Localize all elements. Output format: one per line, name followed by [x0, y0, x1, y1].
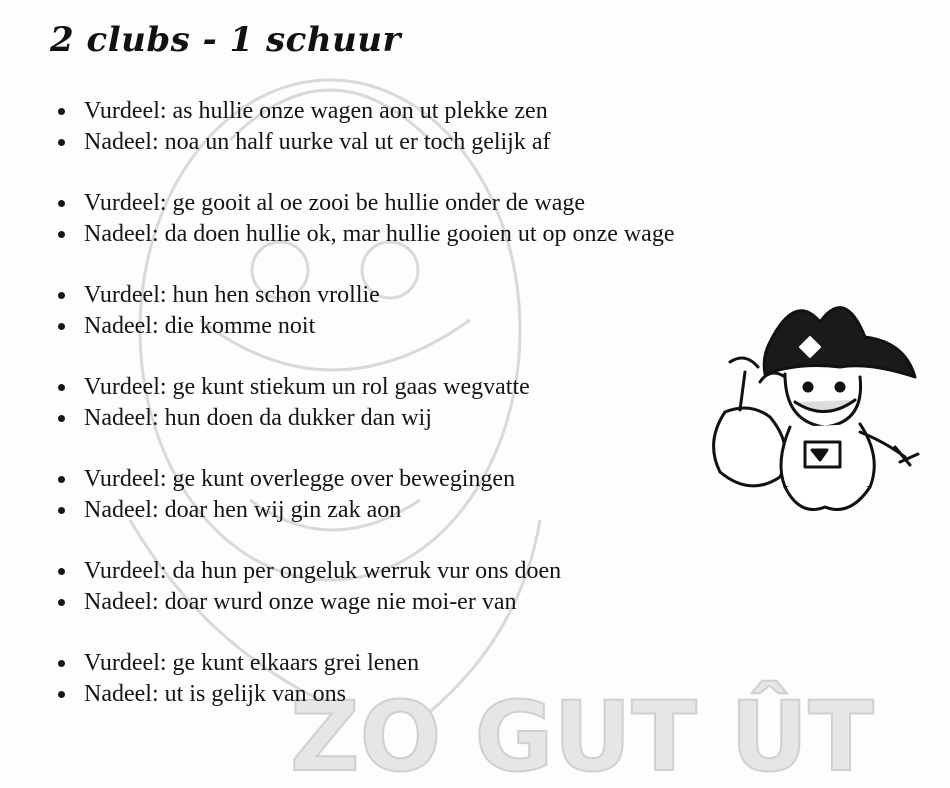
list-group [58, 556, 918, 618]
pro-text: Vurdeel: as hullie onze wagen aon ut plekke zen [84, 98, 548, 124]
list-group [58, 648, 918, 710]
bullet-icon [58, 599, 65, 606]
list-item [58, 127, 918, 158]
con-text: Nadeel: doar wurd onze wage nie moi-er van [84, 589, 517, 615]
bullet-icon [58, 292, 65, 299]
pro-text: Vurdeel: ge gooit al oe zooi be hullie onder de wage [84, 190, 586, 216]
bullet-icon [58, 568, 65, 575]
bullet-icon [58, 384, 65, 391]
list-item [58, 648, 918, 679]
bullet-icon [58, 691, 65, 698]
list-group [58, 188, 918, 250]
list-item [58, 679, 918, 710]
bullet-icon [58, 108, 65, 115]
pro-text: Vurdeel: ge kunt overlegge over bewegingen [84, 466, 516, 492]
pro-text: Vurdeel: da hun per ongeluk werruk vur ons doen [84, 558, 562, 584]
con-text: Nadeel: ut is gelijk van ons [84, 681, 346, 707]
list-item [58, 188, 918, 219]
bullet-icon [58, 231, 65, 238]
list-item [58, 219, 918, 250]
list-item [58, 556, 918, 587]
watermark-text: ZO GUT ÛT [290, 681, 874, 788]
pirate-illustration [700, 282, 930, 522]
list-item [58, 96, 918, 127]
bullet-icon [58, 415, 65, 422]
bullet-icon [58, 660, 65, 667]
pro-text: Vurdeel: hun hen schon vrollie [84, 282, 380, 308]
con-text: Nadeel: hun doen da dukker dan wij [84, 405, 432, 431]
list-item [58, 587, 918, 618]
page-title: 2 clubs - 1 schuur [50, 20, 401, 60]
con-text: Nadeel: die komme noit [84, 313, 316, 339]
pro-text: Vurdeel: ge kunt stiekum un rol gaas wegvatte [84, 374, 530, 400]
pro-text: Vurdeel: ge kunt elkaars grei lenen [84, 650, 420, 676]
con-text: Nadeel: da doen hullie ok, mar hullie gooien ut op onze wage [84, 221, 675, 247]
bullet-icon [58, 476, 65, 483]
bullet-icon [58, 323, 65, 330]
list-group [58, 96, 918, 158]
con-text: Nadeel: doar hen wij gin zak aon [84, 497, 402, 523]
bullet-icon [58, 200, 65, 207]
bullet-icon [58, 507, 65, 514]
con-text: Nadeel: noa un half uurke val ut er toch gelijk af [84, 129, 551, 155]
bullet-icon [58, 139, 65, 146]
